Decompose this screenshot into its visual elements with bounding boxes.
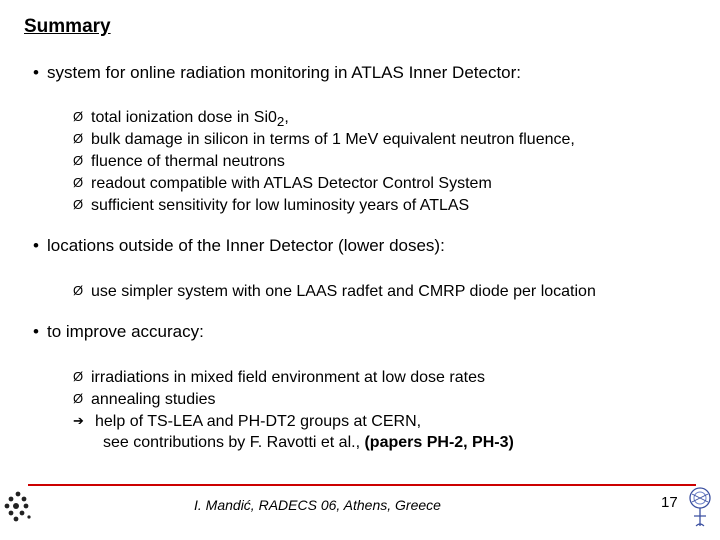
sub-item-sensitivity: [73, 194, 469, 217]
sub-item-thermal-neutrons: [73, 150, 285, 173]
sub-item-readout: [73, 172, 492, 195]
sub-item-text: annealing studies: [91, 391, 216, 408]
footer-citation: I. Mandić, RADECS 06, Athens, Greece: [194, 497, 441, 513]
bullet-dot: •: [33, 63, 39, 82]
bullet-text: locations outside of the Inner Detector (lower doses):: [47, 236, 445, 255]
sub-item-annealing: [73, 388, 216, 411]
sub-item-text: see contributions by F. Ravotti et al.,: [103, 434, 365, 451]
subscript: 2: [276, 114, 285, 130]
bullet-outside-locations: [33, 236, 445, 256]
right-arrow-icon: ➔: [73, 413, 84, 428]
bullet-dot: •: [33, 322, 39, 341]
bullet-system-monitoring: [33, 63, 521, 83]
arrow-bullet-icon: Ø: [73, 153, 84, 168]
page-number: 17: [661, 494, 678, 511]
sub-item-text: bulk damage in silicon in terms of 1 MeV equivalent neutron fluence,: [91, 131, 575, 148]
sub-item-irradiations: [73, 366, 485, 389]
papers-reference: (papers PH-2, PH-3): [364, 434, 514, 451]
arrow-bullet-icon: Ø: [73, 109, 84, 124]
sub-item-punct: ,: [284, 109, 289, 126]
bullet-dot: •: [33, 236, 39, 255]
sub-item-cern-help: [73, 410, 421, 433]
arrow-bullet-icon: Ø: [73, 283, 84, 298]
sub-item-text: use simpler system with one LAAS radfet and CMRP diode per location: [91, 283, 596, 300]
sub-item-text: sufficient sensitivity for low luminosity years of ATLAS: [91, 197, 470, 214]
arrow-bullet-icon: Ø: [73, 369, 84, 384]
sub-item-text: total ionization dose in Si0: [91, 109, 277, 126]
slide-title: Summary: [24, 16, 111, 37]
bullet-text: to improve accuracy:: [47, 322, 204, 341]
bullet-improve-accuracy: [33, 322, 204, 342]
arrow-bullet-icon: Ø: [73, 197, 84, 212]
bullet-text: system for online radiation monitoring in ATLAS Inner Detector:: [47, 63, 522, 82]
sub-item-text: help of TS-LEA and PH-DT2 groups at CERN,: [95, 413, 422, 430]
sub-item-simpler-system: [73, 280, 596, 303]
arrow-bullet-icon: Ø: [73, 391, 84, 406]
arrow-bullet-icon: Ø: [73, 131, 84, 146]
sub-item-text: fluence of thermal neutrons: [91, 153, 285, 170]
sub-item-bulk-damage: [73, 128, 575, 151]
footer-rule: [28, 484, 696, 486]
arrow-bullet-icon: Ø: [73, 175, 84, 190]
sub-item-contributions: [73, 432, 514, 454]
institute-logo-icon: [684, 486, 716, 535]
sub-item-text: readout compatible with ATLAS Detector Control System: [91, 175, 492, 192]
sub-item-text: irradiations in mixed field environment at low dose rates: [91, 369, 485, 386]
dotted-logo-icon: [4, 490, 32, 527]
